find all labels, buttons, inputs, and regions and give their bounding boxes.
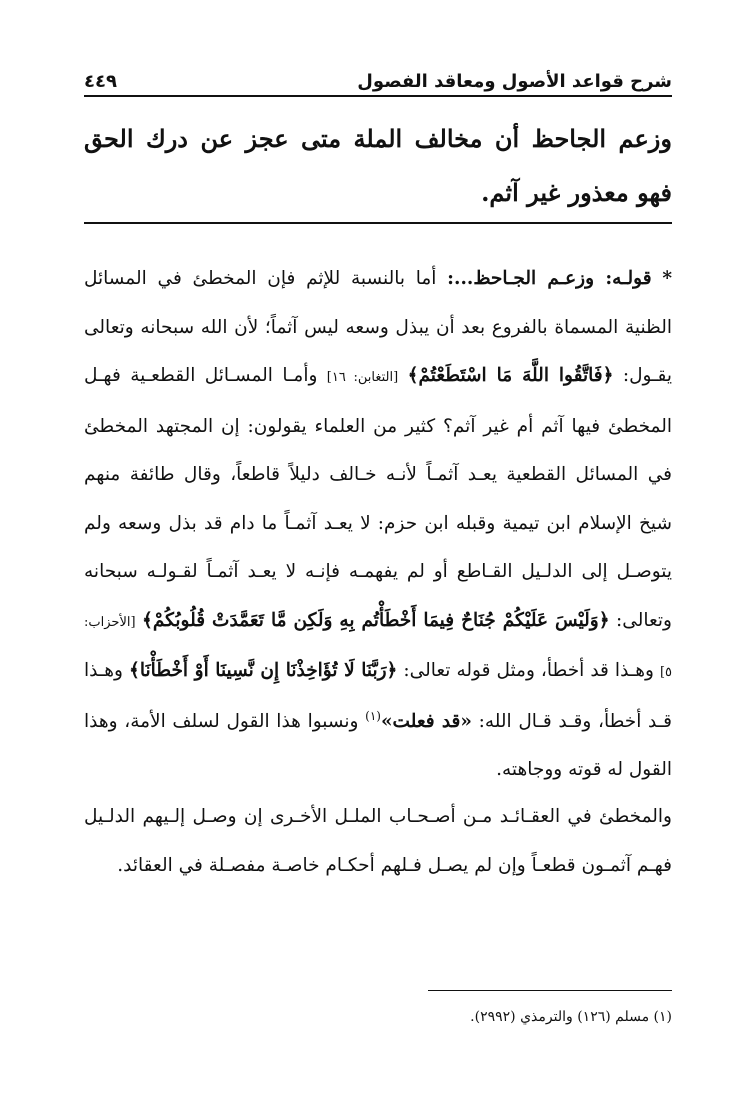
header-rule: [84, 95, 672, 97]
commentary-text-5: ونسبوا هذا القول لسلف الأمة، وهذا القول له قوته ووجاهته.: [84, 710, 672, 780]
quran-verse-1: ﴿فَاتَّقُوا اللَّهَ مَا اسْتَطَعْتُمْ﴾: [407, 365, 614, 386]
page-number: ٤٤٩: [84, 71, 117, 92]
hadith-quote: «قد فعلت»: [380, 710, 472, 732]
verse-citation-2: [الأحزاب: ٥]: [84, 614, 673, 680]
second-paragraph: والمخطئ في العقـائـد مـن أصـحـاب الملـل الأخـرى إن وصـل إلـيهم الدلـيل فهـم آثمـون قطعـاً وإن لم يصـل فـلهم أحكـام خاصـة مفصـلة في العقائد.: [84, 806, 672, 876]
main-text: وزعم الجاحظ أن مخالف الملة متى عجز عن درك الحق فهو معذور غير آثم.: [84, 124, 672, 207]
commentary-text-4: وهـذا قـد أخطأ، وقـد قـال الله:: [84, 660, 672, 732]
page-header: [84, 56, 672, 92]
commentary-paragraph: [84, 255, 672, 795]
commentary-text-2: وأمـا المسـائل القطعـية فهـل المخطئ فيها آثم أم غير آثم؟ كثير من العلماء يقولون: إن المجتهد المخطئ في المسائل القطعية يعـد آثمـاً لأنـه خـالف دليلاً قاطعاً، وقال طائفة منهم شيخ الإسلام ابن تيمية وقبله ابن حزم: لا يعـد آثمـاً ما دام قد بذل وسعه ولم يتوصـل إلى الدلـيل القـاطع أو لم يفهمـه فإنـه لا يعـد آثمـاً لقـولـه سبحانه وتعالى:: [84, 365, 672, 631]
quran-verse-2: ﴿وَلَيْسَ عَلَيْكُمْ جُنَاحٌ فِيمَا أَخْطَأْتُم بِهِ وَلَكِن مَّا تَعَمَّدَتْ قُلُوبُكُمْ﴾: [142, 609, 610, 631]
section-divider: [84, 222, 672, 224]
paragraph-marker: *: [662, 268, 672, 289]
footnote-reference[interactable]: (١): [365, 708, 381, 723]
commentary-lead: قولـه: وزعـم الجـاحظ...:: [447, 268, 652, 289]
verse-citation-1: [التغابن: ١٦]: [326, 370, 399, 385]
footnote-rule: [428, 990, 672, 991]
footnote: (١) مسلم (١٢٦) والترمذي (٢٩٩٢).: [470, 1009, 672, 1025]
running-title: شرح قواعد الأصول ومعاقد الفصول: [357, 71, 672, 92]
commentary-text-1: أما بالنسبة للإثم فإن المخطئ في المسائل الظنية المسماة بالفروع بعد أن يبذل وسعه ليس آثماً؛ لأن الله سبحانه وتعالى يقـول:: [84, 268, 672, 386]
quran-verse-3: ﴿رَبَّنَا لَا تُؤَاخِذْنَا إِن نَّسِينَا أَوْ أَخْطَأْنَا﴾: [129, 660, 398, 681]
commentary-text-3: وهـذا قد أخطأ، ومثل قوله تعالى:: [397, 660, 660, 681]
